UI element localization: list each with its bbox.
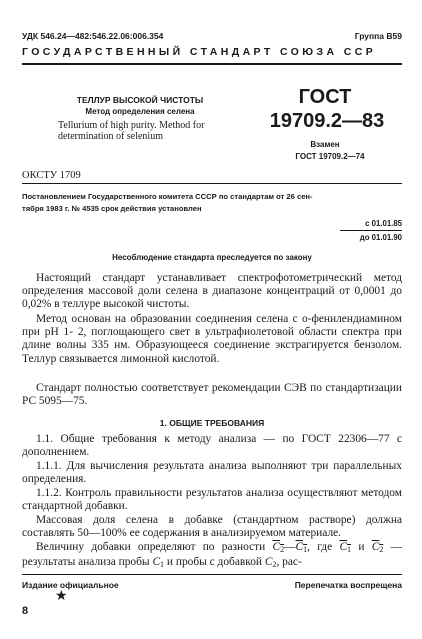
formula-c1b-bar: $C_1$ — [339, 541, 352, 554]
title-en-line2: determination of selenium — [58, 131, 163, 142]
formula-text-d: и пробы с добавкой — [166, 556, 263, 569]
paragraph-1-1: 1.1. Общие требования к методу анализа — по ГОСТ 22306—77 с дополнением. — [22, 433, 402, 459]
gost-number: 19709.2—83 — [269, 110, 385, 132]
formula-text-e: , рас- — [276, 556, 302, 569]
header-rule — [22, 63, 402, 65]
formula-c2-bar: $C_2$ — [272, 541, 285, 554]
decree-line2: тября 1983 г. № 4535 срок действия установлен — [22, 204, 202, 213]
formula-text-a: Величину добавки определяют по разности — [36, 541, 266, 553]
group-code: Группа В59 — [354, 31, 402, 41]
gost-label: ГОСТ — [298, 86, 352, 108]
okstu-code: ОКСТУ 1709 — [22, 170, 81, 181]
title-ru-sub: Метод определения селена — [85, 107, 195, 116]
paragraph-additive: Массовая доля селена в добавке (стандартном растворе) должна составлять 50—100% ее содержания в анализируемом материале. — [22, 514, 402, 540]
standard-banner: ГОСУДАРСТВЕННЫЙ СТАНДАРТ СОЮЗА ССР — [22, 46, 377, 58]
paragraph-compliance: Стандарт полностью соответствует рекомендации СЭВ по стандартизации РС 5095—75. — [22, 382, 402, 408]
udk-code: УДК 546.24—482:546.22.06:006.354 — [22, 31, 164, 41]
formula-text-c: — результаты анализа пробы — [22, 541, 402, 569]
paragraph-formula — [22, 541, 402, 571]
decree-line1: Постановлением Государственного комитета СССР по стандартам от 26 сен- — [22, 192, 313, 201]
formula-c2c: $C_2$ — [264, 556, 277, 570]
violation-notice: Несоблюдение стандарта преследуется по закону — [112, 253, 312, 262]
decree-date-rule — [340, 230, 402, 231]
paragraph-1-1-1: 1.1.1. Для вычисления результата анализа выполняют три параллельных определения. — [22, 460, 402, 486]
formula-text-b: , где — [307, 541, 333, 553]
reprint-prohibited: Перепечатка воспрещена — [294, 580, 402, 590]
okstu-rule — [22, 183, 402, 184]
footer-rule — [22, 574, 402, 575]
replaces-label: Взамен — [310, 140, 340, 149]
paragraph-scope: Настоящий стандарт устанавливает спектрофотометрический метод определения массовой доли селена в диапазоне концентраций от 0,0001 до 0,02% в теллуре высокой чистоты. — [22, 272, 402, 311]
formula-dash: — — [284, 541, 296, 553]
decree-until: до 01.01.90 — [359, 233, 402, 242]
star-icon: ★ — [55, 589, 68, 604]
decree-from: с 01.01.85 — [365, 219, 402, 228]
paragraph-1-1-2: 1.1.2. Контроль правильности результатов анализа осуществляют методом стандартной добавки. — [22, 487, 402, 513]
formula-c1c: $C_1$ — [152, 556, 165, 570]
official-edition: Издание официальное — [22, 580, 119, 590]
formula-and: и — [358, 541, 365, 553]
paragraph-method: Метод основан на образовании соединения селена с о-фенилендиамином при pH 1- 2, поглощающего свет в ультрафиолетовой области спектра при длине волны 335 нм. Образующееся соединение экстрагируется бензолом. Теллур связывается лимонной кислотой. — [22, 313, 402, 365]
title-ru-main: ТЕЛЛУР ВЫСОКОЙ ЧИСТОТЫ — [76, 95, 204, 105]
formula-c1-bar: $C_1$ — [295, 541, 308, 554]
page-number: 8 — [22, 605, 29, 617]
formula-c2b-bar: $C_2$ — [371, 541, 384, 554]
section-heading: 1. ОБЩИЕ ТРЕБОВАНИЯ — [159, 418, 265, 428]
title-en-line1: Tellurium of high purity. Method for — [58, 120, 205, 131]
replaces-value: ГОСТ 19709.2—74 — [295, 152, 365, 161]
